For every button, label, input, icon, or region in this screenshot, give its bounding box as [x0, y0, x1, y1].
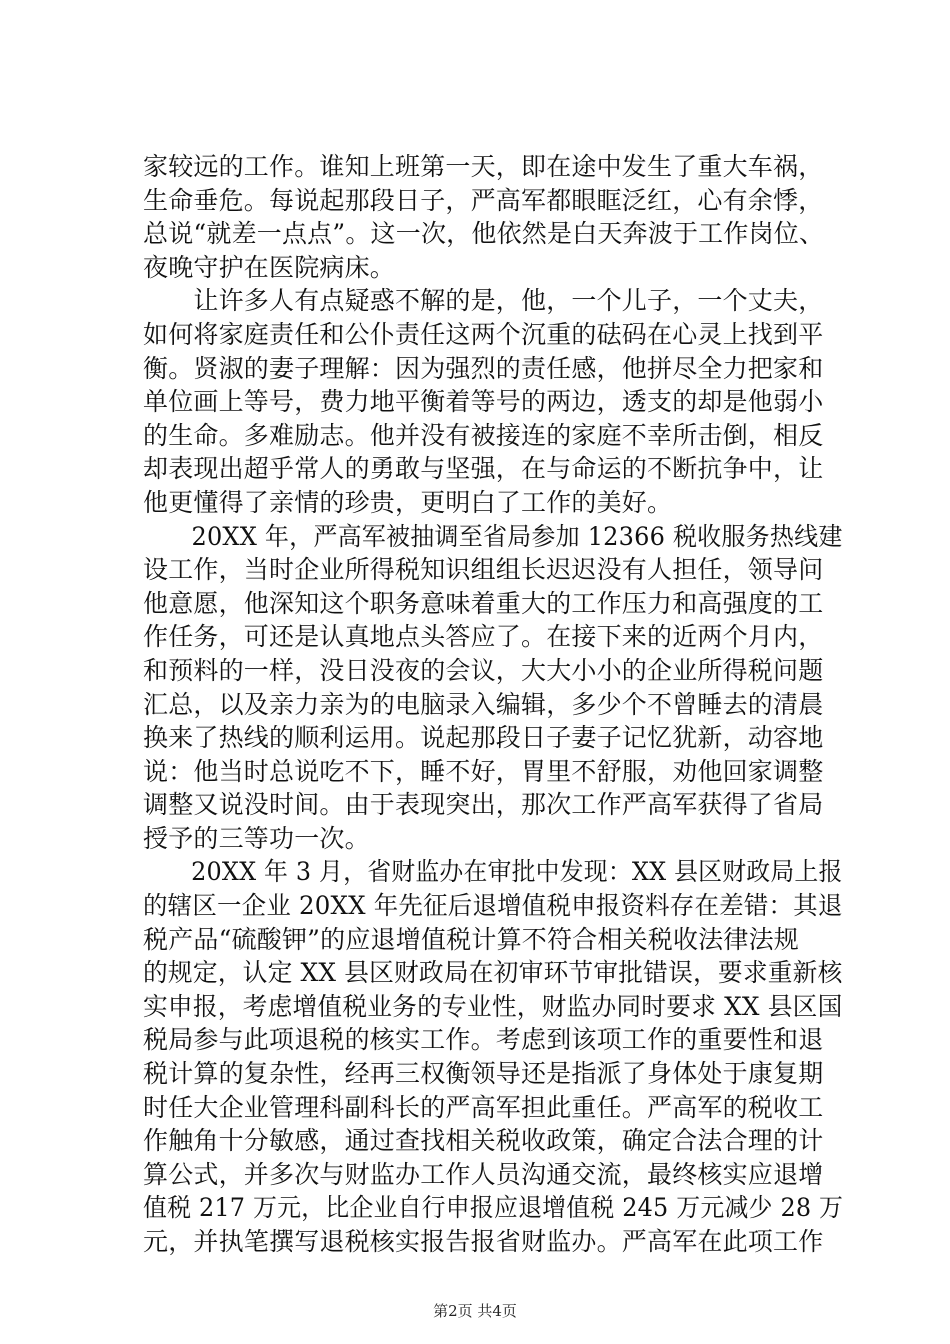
text-line: 总说“就差一点点”。这一次，他依然是白天奔波于工作岗位、 [143, 219, 825, 249]
text-line: 的规定，认定 XX 县区财政局在初审环节审批错误，要求重新核 [143, 958, 843, 988]
text-line: 实申报，考虑增值税业务的专业性，财监办同时要求 XX 县区国 [143, 991, 843, 1021]
text-line: 他更懂得了亲情的珍贵，更明白了工作的美好。 [143, 487, 673, 517]
text-line: 单位画上等号，费力地平衡着等号的两边，透支的却是他弱小 [143, 387, 824, 417]
text-line: 却表现出超乎常人的勇敢与坚强，在与命运的不断抗争中，让 [143, 454, 824, 484]
text-line: 授予的三等功一次。 [143, 823, 370, 853]
text-line: 设工作，当时企业所得税知识组组长迟迟没有人担任，领导问 [143, 555, 824, 585]
text-line: 他意愿，他深知这个职务意味着重大的工作压力和高强度的工 [143, 588, 824, 618]
text-line: 税局参与此项退税的核实工作。考虑到该项工作的重要性和退 [143, 1025, 824, 1055]
text-line: 20XX 年 3 月，省财监办在审批中发现：XX 县区财政局上报 [143, 857, 843, 887]
text-line: 税计算的复杂性，经再三权衡领导还是指派了身体处于康复期 [143, 1059, 824, 1089]
text-line: 如何将家庭责任和公仆责任这两个沉重的砝码在心灵上找到平 [143, 319, 824, 349]
text-line: 元，并执笔撰写退税核实报告报省财监办。严高军在此项工作 [143, 1227, 824, 1256]
text-line: 衡。贤淑的妻子理解：因为强烈的责任感，他拼尽全力把家和 [143, 353, 824, 383]
text-line: 作任务，可还是认真地点头答应了。在接下来的近两个月内， [143, 622, 824, 652]
text-line: 算公式，并多次与财监办工作人员沟通交流，最终核实应退增 [143, 1159, 824, 1189]
text-line: 值税 217 万元，比企业自行申报应退增值税 245 万元减少 28 万 [143, 1193, 844, 1223]
text-line: 夜晚守护在医院病床。 [143, 252, 396, 282]
page-footer: 第2页 共4页 [433, 1302, 517, 1320]
text-line: 调整又说没时间。由于表现突出，那次工作严高军获得了省局 [143, 790, 824, 820]
text-line: 时任大企业管理科副科长的严高军担此重任。严高军的税收工 [143, 1092, 824, 1122]
text-line: 的生命。多难励志。他并没有被接连的家庭不幸所击倒，相反 [143, 420, 824, 450]
text-line: 的辖区一企业 20XX 年先征后退增值税申报资料存在差错：其退 [143, 891, 843, 921]
text-line: 让许多人有点疑惑不解的是，他，一个儿子，一个丈夫， [143, 286, 824, 316]
text-line: 生命垂危。每说起那段日子，严高军都眼眶泛红，心有余悸， [143, 185, 824, 215]
text-line: 税产品“硫酸钾”的应退增值税计算不符合相关税收法律法规 [143, 924, 799, 954]
text-line: 换来了热线的顺利运用。说起那段日子妻子记忆犹新，动容地 [143, 723, 824, 753]
text-line: 和预料的一样，没日没夜的会议，大大小小的企业所得税问题 [143, 655, 824, 685]
text-line: 20XX 年，严高军被抽调至省局参加 12366 税收服务热线建 [143, 521, 843, 551]
text-line: 家较远的工作。谁知上班第一天，即在途中发生了重大车祸， [143, 152, 824, 181]
text-line: 说：他当时总说吃不下，睡不好，胃里不舒服，劝他回家调整 [143, 756, 824, 786]
text-line: 汇总，以及亲力亲为的电脑录入编辑，多少个不曾睡去的清晨 [143, 689, 824, 719]
text-line: 作触角十分敏感，通过查找相关税收政策，确定合法合理的计 [143, 1126, 824, 1156]
body-text [143, 150, 843, 1259]
